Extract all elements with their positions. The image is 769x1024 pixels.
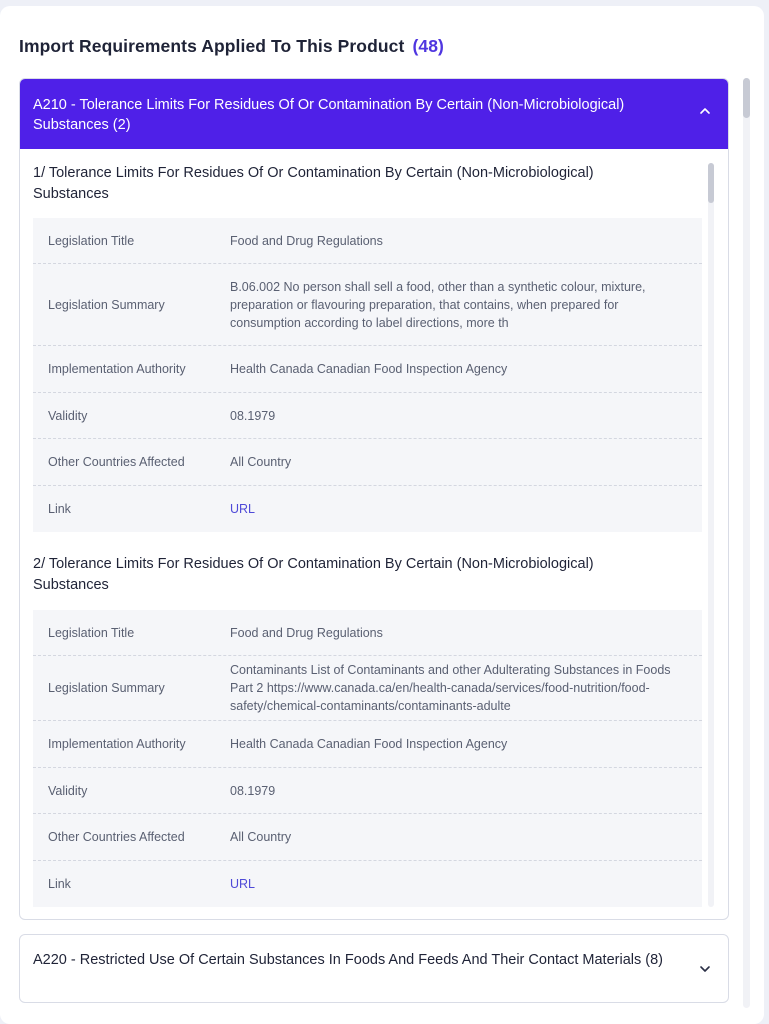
inner-scrollbar-thumb[interactable] [708,163,714,203]
accordion-a210 [19,78,729,920]
row-key: Implementation Authority [48,362,186,376]
row-value: Health Canada Canadian Food Inspection Agency [230,737,508,751]
row-value: Health Canada Canadian Food Inspection Agency [230,362,508,376]
table-row [33,393,702,439]
accordion-a210-body [20,149,728,919]
url-link[interactable]: URL [230,877,256,891]
row-value: 08.1979 [230,783,276,798]
table-row [33,814,702,861]
table-row [33,218,702,264]
outer-scrollbar-thumb[interactable] [743,78,750,118]
table-row [33,610,702,656]
chevron-up-icon [698,104,712,118]
page-title [19,36,444,57]
row-key: Legislation Summary [48,681,165,695]
outer-scrollbar[interactable] [743,78,750,1008]
table-row [33,264,702,346]
row-key: Link [48,877,71,891]
table-row [33,486,702,532]
requirement-table [33,218,702,532]
table-row [33,439,702,486]
url-link[interactable]: URL [230,502,256,516]
row-value: Contaminants List of Contaminants and other Adulterating Substances in Foods Part 2 https://www.canada.ca/en/health-canada/services/food-nutrition/food-safety/chemical-contaminants/contaminants-adulte [230,663,671,713]
row-value: Food and Drug Regulations [230,233,383,248]
requirement-title: 2/ Tolerance Limits For Residues Of Or Contamination By Certain (Non-Microbiological) Substances [33,556,594,593]
accordion-a210-header[interactable] [20,79,728,149]
row-key: Legislation Title [48,233,135,248]
row-value: All Country [230,830,292,844]
row-value: All Country [230,455,292,469]
requirements-count: (48) [412,36,444,56]
requirement-table [33,610,702,907]
table-row [33,861,702,907]
row-value: B.06.002 No person shall sell a food, other than a synthetic colour, mixture, preparation or flavouring preparation, that contains, when prepared for consumption according to label directions, more th [230,279,646,330]
import-requirements-card [0,6,764,1024]
accordion-a220-header[interactable] [19,934,729,1003]
row-key: Link [48,502,71,516]
chevron-down-icon [698,962,712,976]
row-key: Validity [48,408,88,423]
inner-scrollbar[interactable] [708,163,714,907]
page-title-text: Import Requirements Applied To This Product [19,36,405,56]
row-key: Other Countries Affected [48,830,185,844]
row-key: Validity [48,783,88,798]
row-key: Legislation Summary [48,297,165,312]
table-row [33,721,702,768]
row-key: Implementation Authority [48,737,186,751]
row-value: Food and Drug Regulations [230,625,383,640]
requirement-title: 1/ Tolerance Limits For Residues Of Or Contamination By Certain (Non-Microbiological) Substances [33,165,594,202]
table-row [33,768,702,814]
table-row [33,656,702,721]
accordion-a210-title: A210 - Tolerance Limits For Residues Of Or Contamination By Certain (Non-Microbiological) Substances (2) [33,97,625,133]
table-row [33,346,702,393]
row-value: 08.1979 [230,408,276,423]
row-key: Other Countries Affected [48,455,185,469]
accordion-a220-title: A220 - Restricted Use Of Certain Substances In Foods And Feeds And Their Contact Materials (8) [33,952,663,968]
row-key: Legislation Title [48,625,135,640]
